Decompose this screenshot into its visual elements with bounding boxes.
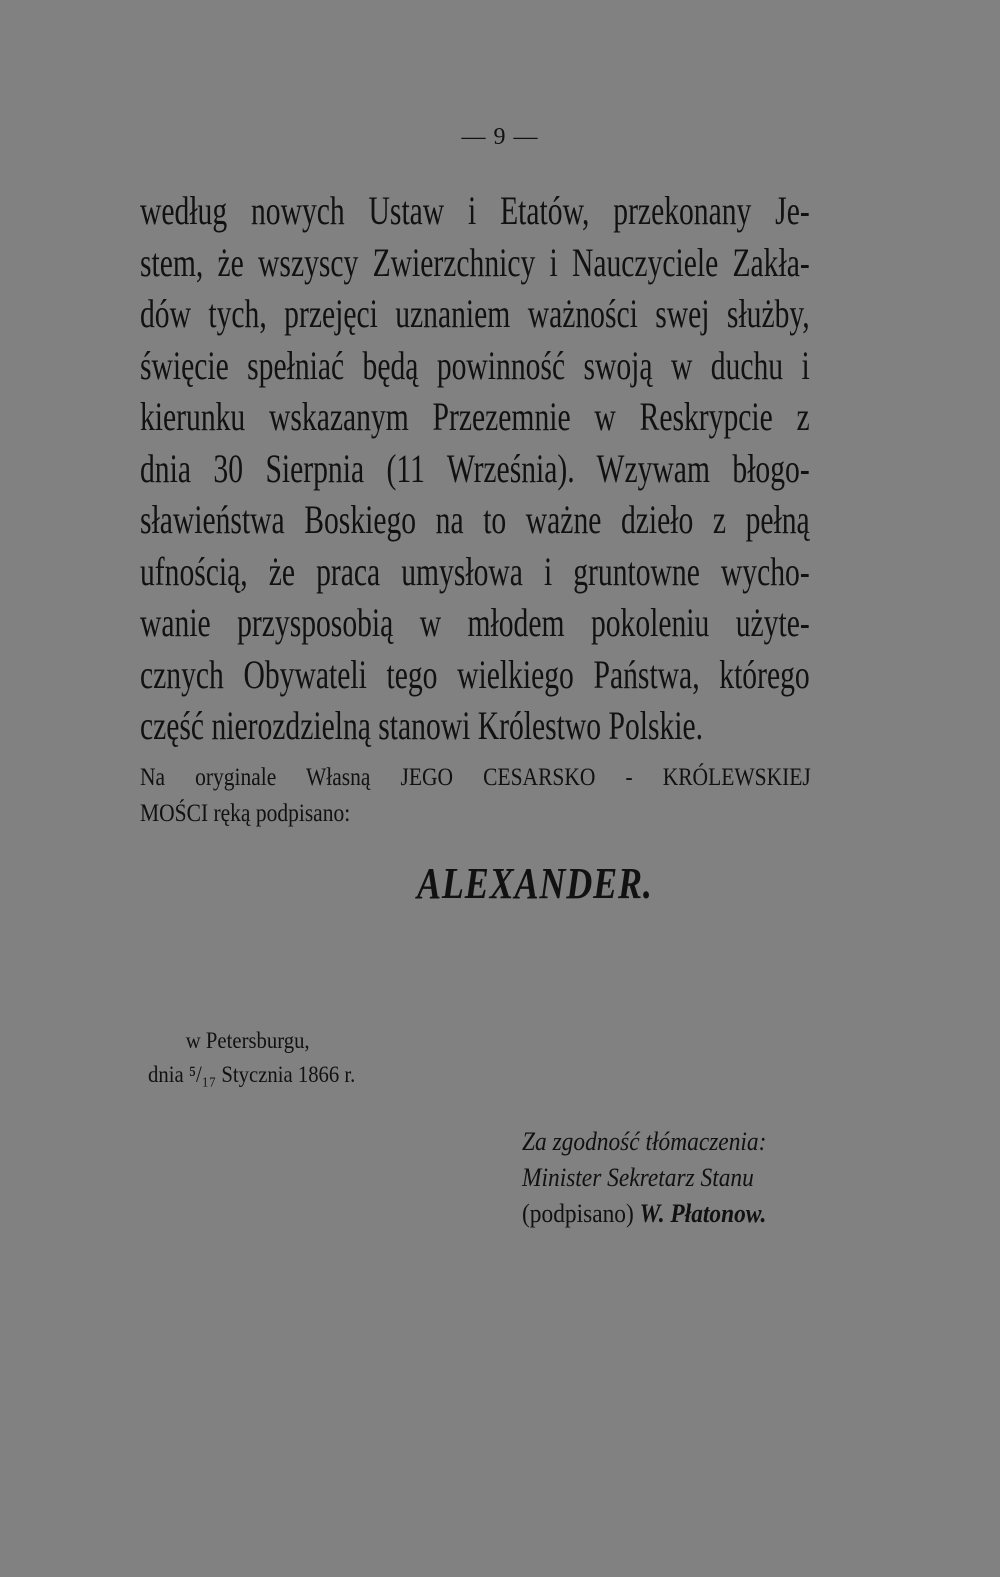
- body-line: część nierozdzielną stanowi Królestwo Polskie.: [140, 703, 704, 748]
- original-note: [140, 760, 810, 832]
- body-line: święcie spełniać będą powinność swoją w duchu i: [140, 342, 810, 388]
- date: dnia ⁵/₁₇ Stycznia 1866 r.: [148, 1062, 356, 1087]
- translation-attestation: [522, 1124, 794, 1232]
- body-line: cznych Obywateli tego wielkiego Państwa, którego: [140, 651, 810, 697]
- signed-label: (podpisano): [522, 1199, 634, 1228]
- body-line: według nowych Ustaw i Etatów, przekonany Je-: [140, 188, 810, 233]
- body-line: sławieństwa Boskiego na to ważne dzieło z pełną: [140, 497, 810, 542]
- place: w Petersburgu,: [185, 1028, 310, 1053]
- body-line: ufnością, że praca umysłowa i gruntowne wycho-: [140, 548, 810, 594]
- translation-signed: [522, 1196, 766, 1232]
- signature: ALEXANDER.: [417, 859, 653, 908]
- translation-line: Za zgodność tłómaczenia:: [522, 1127, 767, 1156]
- body-line: dów tych, przejęci uznaniem ważności swej służby,: [140, 291, 810, 336]
- body-line: wanie przysposobią w młodem pokoleniu użyte-: [140, 600, 810, 645]
- body-line: stem, że wszyscy Zwierzchnicy i Nauczyciele Zakła-: [140, 239, 810, 285]
- place-date: [148, 1024, 378, 1092]
- translation-line: Minister Sekretarz Stanu: [522, 1163, 754, 1192]
- body-line: kierunku wskazanym Przezemnie w Reskrypcie z: [140, 394, 810, 439]
- original-note-line: Na oryginale Własną JEGO CESARSKO - KRÓLEWSKIEJ: [140, 764, 811, 791]
- signed-name: W. Płatonow.: [639, 1199, 767, 1228]
- body-paragraph: [140, 185, 810, 752]
- body-line: dnia 30 Sierpnia (11 Września). Wzywam błogo-: [140, 445, 810, 491]
- original-note-line: MOŚCI ręką podpisano:: [140, 800, 351, 827]
- page-number: — 9 —: [461, 124, 539, 150]
